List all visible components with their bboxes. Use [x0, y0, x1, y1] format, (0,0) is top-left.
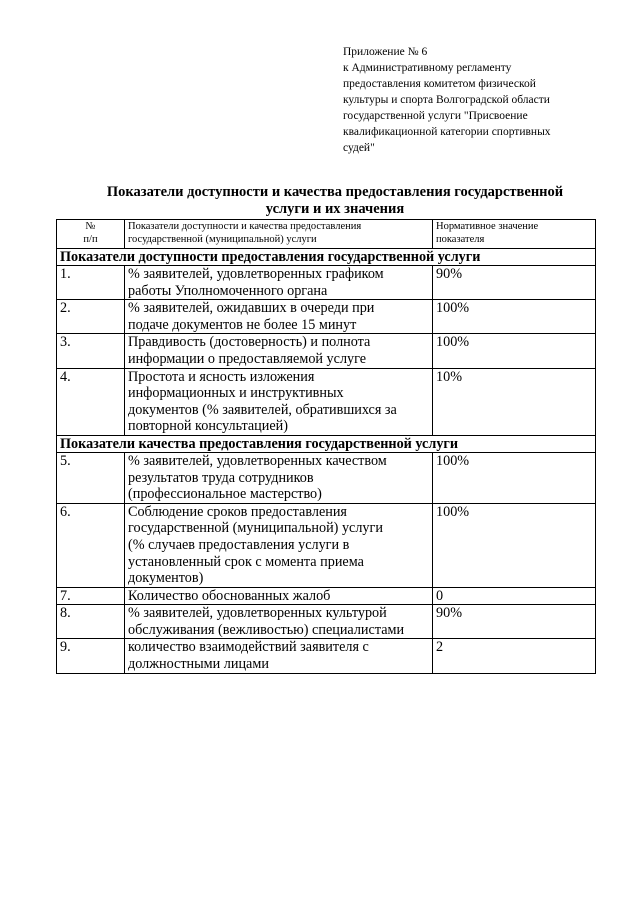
- row-indicator: [125, 639, 433, 673]
- row-indicator: [125, 452, 433, 503]
- table-row: [57, 503, 596, 587]
- row-number: 7.: [57, 587, 125, 605]
- appendix-line: Приложение № 6: [343, 46, 428, 58]
- indicator-line: % заявителей, удовлетворенных культурой: [128, 605, 387, 622]
- table-row: [57, 334, 596, 368]
- row-number: 4.: [57, 368, 125, 435]
- appendix-note: [343, 44, 613, 156]
- appendix-line: квалификационной категории спортивных: [343, 126, 551, 138]
- indicator-line: % заявителей, удовлетворенных качеством: [128, 452, 387, 469]
- indicator-line: Соблюдение сроков предоставления: [128, 503, 347, 520]
- row-value: 100%: [433, 300, 596, 334]
- indicator-line: повторной консультацией): [128, 418, 288, 435]
- row-indicator: [125, 300, 433, 334]
- indicator-line: государственной (муниципальной) услуги: [128, 520, 383, 537]
- indicator-line: информационных и инструктивных: [128, 385, 344, 402]
- header-value-line: показателя: [436, 233, 485, 245]
- row-number: 3.: [57, 334, 125, 368]
- row-indicator: [125, 266, 433, 300]
- indicator-line: (профессиональное мастерство): [128, 486, 322, 503]
- row-number: 1.: [57, 266, 125, 300]
- appendix-line: к Административному регламенту: [343, 62, 512, 74]
- indicator-line: должностными лицами: [128, 656, 269, 673]
- table-row: [57, 368, 596, 435]
- indicator-line: (% случаев предоставления услуги в: [128, 536, 350, 553]
- row-indicator: [125, 587, 433, 605]
- table-row: [57, 605, 596, 639]
- header-num-line: №: [85, 221, 96, 232]
- appendix-line: судей": [343, 142, 375, 154]
- indicator-line: установленный срок с момента приема: [128, 553, 364, 570]
- row-number: 9.: [57, 639, 125, 673]
- table-row: [57, 300, 596, 334]
- row-indicator: [125, 605, 433, 639]
- row-indicator: [125, 503, 433, 587]
- row-indicator: [125, 334, 433, 368]
- document-title: [70, 184, 600, 218]
- row-number: 6.: [57, 503, 125, 587]
- row-value: 100%: [433, 503, 596, 587]
- header-indicator-cell: [125, 220, 433, 249]
- indicator-line: работы Уполномоченного органа: [128, 282, 328, 299]
- table-row: [57, 266, 596, 300]
- row-value: 90%: [433, 266, 596, 300]
- header-value-cell: [433, 220, 596, 249]
- header-num-line: п/п: [83, 233, 98, 245]
- section-row-availability: [57, 249, 596, 266]
- indicator-line: обслуживания (вежливостью) специалистами: [128, 621, 405, 638]
- row-value: 90%: [433, 605, 596, 639]
- indicator-line: Простота и ясность изложения: [128, 368, 315, 385]
- indicator-line: Количество обоснованных жалоб: [128, 587, 331, 604]
- indicators-table: [56, 219, 596, 674]
- indicator-line: % заявителей, удовлетворенных графиком: [128, 266, 384, 282]
- appendix-line: культуры и спорта Волгоградской области: [343, 94, 550, 106]
- indicator-line: % заявителей, ожидавших в очереди при: [128, 300, 375, 317]
- header-indicator-line: государственной (муниципальной) услуги: [128, 233, 317, 245]
- indicator-line: количество взаимодействий заявителя с: [128, 639, 369, 656]
- indicator-line: Правдивость (достоверность) и полнота: [128, 334, 371, 351]
- header-num-cell: [57, 220, 125, 249]
- table-row: [57, 452, 596, 503]
- indicator-line: документов (% заявителей, обратившихся за: [128, 401, 397, 418]
- table-row: [57, 639, 596, 673]
- row-value: 100%: [433, 334, 596, 368]
- indicator-line: результатов труда сотрудников: [128, 469, 314, 486]
- section-row-quality: [57, 435, 596, 452]
- row-number: 8.: [57, 605, 125, 639]
- section-title: Показатели качества предоставления государственной услуги: [57, 435, 596, 452]
- indicator-line: информации о предоставляемой услуге: [128, 350, 367, 367]
- title-line: Показатели доступности и качества предоставления государственной: [106, 184, 564, 200]
- row-indicator: [125, 368, 433, 435]
- indicator-line: подаче документов не более 15 минут: [128, 316, 357, 333]
- row-number: 2.: [57, 300, 125, 334]
- table-header-row: [57, 220, 596, 249]
- table-row: [57, 587, 596, 605]
- appendix-line: государственной услуги "Присвоение: [343, 110, 528, 122]
- header-value-line: Нормативное значение: [436, 221, 539, 232]
- header-indicator-line: Показатели доступности и качества предоставления: [128, 221, 362, 232]
- row-value: 100%: [433, 452, 596, 503]
- row-value: 0: [433, 587, 596, 605]
- section-title: Показатели доступности предоставления государственной услуги: [57, 249, 596, 266]
- row-number: 5.: [57, 452, 125, 503]
- row-value: 2: [433, 639, 596, 673]
- appendix-line: предоставления комитетом физической: [343, 78, 536, 90]
- title-line: услуги и их значения: [265, 201, 405, 217]
- indicator-line: документов): [128, 570, 204, 587]
- row-value: 10%: [433, 368, 596, 435]
